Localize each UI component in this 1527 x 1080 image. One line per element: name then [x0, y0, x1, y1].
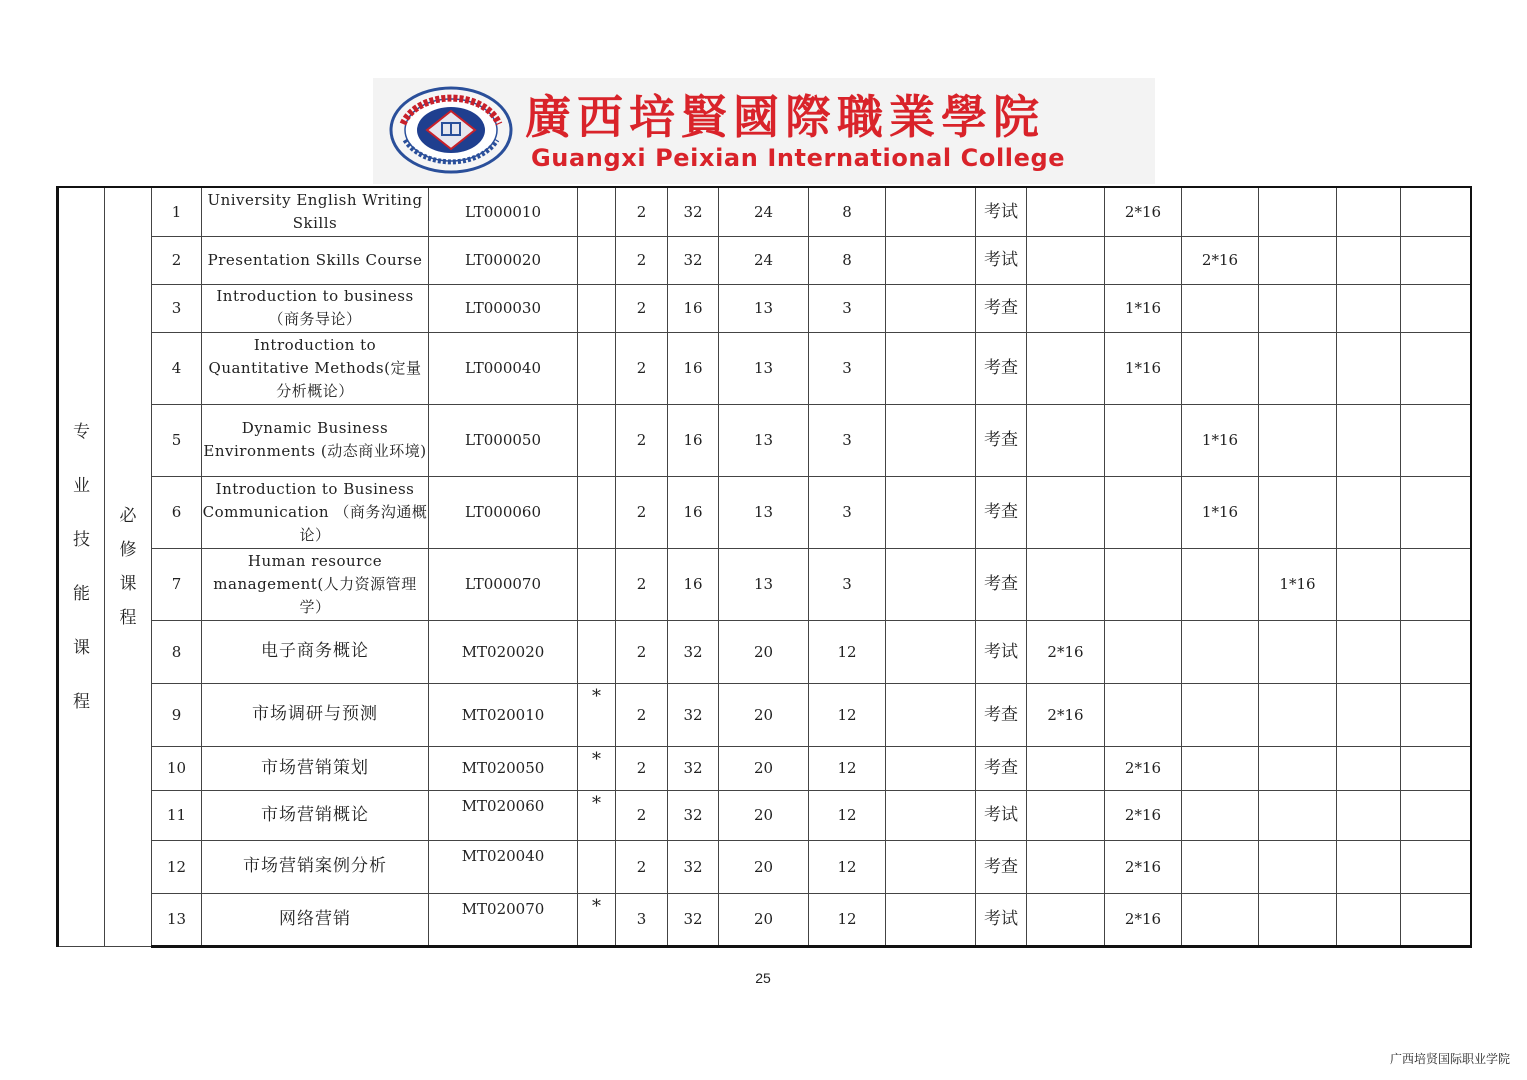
- assessment-type: 考查: [976, 840, 1027, 893]
- course-name: Introduction to business （商务导论）: [202, 284, 429, 332]
- theory-hours: 24: [719, 236, 809, 284]
- extra-hours: [886, 683, 976, 746]
- course-row: [58, 893, 1471, 946]
- practice-hours: 8: [809, 187, 886, 236]
- semester-3-hours: [1182, 893, 1259, 946]
- course-hours: 16: [668, 404, 719, 476]
- semester-2-hours: 1*16: [1105, 284, 1182, 332]
- semester-2-hours: 2*16: [1105, 790, 1182, 840]
- theory-hours: 13: [719, 548, 809, 620]
- semester-3-hours: [1182, 620, 1259, 683]
- course-hours: 32: [668, 840, 719, 893]
- theory-hours: 13: [719, 404, 809, 476]
- extra-hours: [886, 620, 976, 683]
- extra-hours: [886, 187, 976, 236]
- assessment-type: 考查: [976, 548, 1027, 620]
- course-credits: 2: [616, 620, 668, 683]
- semester-1-hours: [1027, 332, 1105, 404]
- course-name: Human resource management(人力资源管理学）: [202, 548, 429, 620]
- course-hours: 32: [668, 746, 719, 790]
- semester-6-hours: [1401, 187, 1471, 236]
- semester-1-hours: [1027, 187, 1105, 236]
- semester-4-hours: [1259, 620, 1337, 683]
- semester-5-hours: [1337, 746, 1401, 790]
- practice-hours: 12: [809, 746, 886, 790]
- extra-hours: [886, 404, 976, 476]
- core-course-mark: [578, 332, 616, 404]
- course-credits: 2: [616, 236, 668, 284]
- extra-hours: [886, 284, 976, 332]
- course-name: Introduction to Business Communication （商务沟通概论）: [202, 476, 429, 548]
- assessment-type: 考试: [976, 187, 1027, 236]
- semester-5-hours: [1337, 620, 1401, 683]
- extra-hours: [886, 893, 976, 946]
- course-row: [58, 236, 1471, 284]
- theory-hours: 20: [719, 840, 809, 893]
- semester-1-hours: [1027, 746, 1105, 790]
- course-credits: 2: [616, 332, 668, 404]
- college-banner: [373, 78, 1155, 184]
- course-no: 13: [152, 893, 202, 946]
- practice-hours: 12: [809, 790, 886, 840]
- semester-3-hours: [1182, 187, 1259, 236]
- core-course-mark: [578, 187, 616, 236]
- practice-hours: 3: [809, 404, 886, 476]
- semester-2-hours: 1*16: [1105, 332, 1182, 404]
- assessment-type: 考查: [976, 683, 1027, 746]
- course-name: 网络营销: [202, 893, 429, 946]
- semester-4-hours: [1259, 476, 1337, 548]
- semester-1-hours: [1027, 548, 1105, 620]
- semester-4-hours: [1259, 746, 1337, 790]
- assessment-type: 考查: [976, 284, 1027, 332]
- course-row: [58, 620, 1471, 683]
- semester-1-hours: [1027, 790, 1105, 840]
- core-course-mark: [578, 620, 616, 683]
- core-course-mark: *: [578, 746, 616, 790]
- assessment-type: 考查: [976, 404, 1027, 476]
- course-code: LT000040: [429, 332, 578, 404]
- course-credits: 2: [616, 840, 668, 893]
- semester-1-hours: [1027, 404, 1105, 476]
- core-course-mark: [578, 284, 616, 332]
- course-no: 1: [152, 187, 202, 236]
- course-name: Introduction to Quantitative Methods(定量分析概论）: [202, 332, 429, 404]
- course-name: University English Writing Skills: [202, 187, 429, 236]
- semester-5-hours: [1337, 187, 1401, 236]
- course-name: Dynamic Business Environments (动态商业环境): [202, 404, 429, 476]
- extra-hours: [886, 746, 976, 790]
- semester-1-hours: 2*16: [1027, 683, 1105, 746]
- course-no: 5: [152, 404, 202, 476]
- semester-5-hours: [1337, 683, 1401, 746]
- core-course-mark: *: [578, 683, 616, 746]
- core-course-mark: [578, 840, 616, 893]
- extra-hours: [886, 790, 976, 840]
- course-no: 4: [152, 332, 202, 404]
- course-hours: 32: [668, 620, 719, 683]
- course-row: [58, 840, 1471, 893]
- core-course-mark: [578, 476, 616, 548]
- semester-4-hours: [1259, 284, 1337, 332]
- practice-hours: 3: [809, 476, 886, 548]
- course-row: [58, 548, 1471, 620]
- semester-2-hours: [1105, 683, 1182, 746]
- theory-hours: 13: [719, 332, 809, 404]
- practice-hours: 12: [809, 620, 886, 683]
- course-name: 市场营销策划: [202, 746, 429, 790]
- subcategory-label: 必修课程: [105, 187, 152, 946]
- semester-6-hours: [1401, 284, 1471, 332]
- course-credits: 2: [616, 683, 668, 746]
- practice-hours: 12: [809, 683, 886, 746]
- practice-hours: 3: [809, 548, 886, 620]
- extra-hours: [886, 840, 976, 893]
- core-course-mark: *: [578, 893, 616, 946]
- course-row: [58, 284, 1471, 332]
- course-name: 市场营销概论: [202, 790, 429, 840]
- category-label: 专业技能课程: [58, 187, 105, 946]
- practice-hours: 8: [809, 236, 886, 284]
- semester-2-hours: [1105, 548, 1182, 620]
- semester-3-hours: 1*16: [1182, 404, 1259, 476]
- semester-2-hours: [1105, 404, 1182, 476]
- semester-3-hours: [1182, 332, 1259, 404]
- semester-6-hours: [1401, 332, 1471, 404]
- course-no: 12: [152, 840, 202, 893]
- extra-hours: [886, 476, 976, 548]
- semester-5-hours: [1337, 893, 1401, 946]
- course-credits: 2: [616, 476, 668, 548]
- semester-3-hours: [1182, 284, 1259, 332]
- course-code: LT000020: [429, 236, 578, 284]
- semester-2-hours: [1105, 236, 1182, 284]
- semester-5-hours: [1337, 404, 1401, 476]
- course-name: Presentation Skills Course: [202, 236, 429, 284]
- semester-6-hours: [1401, 893, 1471, 946]
- course-hours: 32: [668, 236, 719, 284]
- semester-3-hours: 2*16: [1182, 236, 1259, 284]
- semester-3-hours: [1182, 840, 1259, 893]
- assessment-type: 考查: [976, 476, 1027, 548]
- course-credits: 2: [616, 187, 668, 236]
- theory-hours: 20: [719, 620, 809, 683]
- course-name: 市场调研与预测: [202, 683, 429, 746]
- assessment-type: 考查: [976, 746, 1027, 790]
- semester-6-hours: [1401, 548, 1471, 620]
- semester-6-hours: [1401, 683, 1471, 746]
- course-row: [58, 332, 1471, 404]
- semester-2-hours: 2*16: [1105, 746, 1182, 790]
- course-credits: 2: [616, 746, 668, 790]
- course-code: MT020050: [429, 746, 578, 790]
- course-row: [58, 404, 1471, 476]
- semester-6-hours: [1401, 236, 1471, 284]
- semester-4-hours: [1259, 332, 1337, 404]
- course-hours: 16: [668, 284, 719, 332]
- course-row: [58, 683, 1471, 746]
- theory-hours: 20: [719, 790, 809, 840]
- assessment-type: 考试: [976, 620, 1027, 683]
- semester-6-hours: [1401, 476, 1471, 548]
- course-table: [56, 186, 1472, 948]
- course-row: [58, 187, 1471, 236]
- practice-hours: 3: [809, 284, 886, 332]
- college-name-cn: 廣西培賢國際職業學院: [525, 90, 1045, 144]
- assessment-type: 考试: [976, 893, 1027, 946]
- course-code: MT020010: [429, 683, 578, 746]
- semester-4-hours: [1259, 790, 1337, 840]
- college-seal-icon: [389, 86, 519, 174]
- course-no: 8: [152, 620, 202, 683]
- course-code: LT000050: [429, 404, 578, 476]
- semester-6-hours: [1401, 840, 1471, 893]
- theory-hours: 20: [719, 746, 809, 790]
- semester-1-hours: [1027, 236, 1105, 284]
- practice-hours: 12: [809, 840, 886, 893]
- semester-3-hours: [1182, 746, 1259, 790]
- course-no: 6: [152, 476, 202, 548]
- semester-5-hours: [1337, 236, 1401, 284]
- practice-hours: 3: [809, 332, 886, 404]
- course-hours: 32: [668, 683, 719, 746]
- semester-2-hours: 2*16: [1105, 840, 1182, 893]
- course-hours: 16: [668, 476, 719, 548]
- page-number: 25: [755, 970, 771, 986]
- theory-hours: 20: [719, 893, 809, 946]
- course-row: [58, 476, 1471, 548]
- core-course-mark: [578, 236, 616, 284]
- semester-3-hours: [1182, 548, 1259, 620]
- assessment-type: 考查: [976, 332, 1027, 404]
- semester-1-hours: [1027, 840, 1105, 893]
- footer-organization: 广西培贤国际职业学院: [1389, 1052, 1510, 1066]
- semester-5-hours: [1337, 476, 1401, 548]
- theory-hours: 13: [719, 476, 809, 548]
- course-no: 3: [152, 284, 202, 332]
- semester-5-hours: [1337, 284, 1401, 332]
- semester-6-hours: [1401, 620, 1471, 683]
- semester-2-hours: 2*16: [1105, 893, 1182, 946]
- core-course-mark: [578, 404, 616, 476]
- semester-4-hours: [1259, 683, 1337, 746]
- semester-4-hours: [1259, 840, 1337, 893]
- course-no: 11: [152, 790, 202, 840]
- semester-6-hours: [1401, 790, 1471, 840]
- theory-hours: 13: [719, 284, 809, 332]
- semester-6-hours: [1401, 746, 1471, 790]
- assessment-type: 考试: [976, 790, 1027, 840]
- course-no: 7: [152, 548, 202, 620]
- extra-hours: [886, 548, 976, 620]
- course-credits: 2: [616, 404, 668, 476]
- course-row: [58, 790, 1471, 840]
- core-course-mark: *: [578, 790, 616, 840]
- semester-3-hours: [1182, 683, 1259, 746]
- course-no: 9: [152, 683, 202, 746]
- semester-6-hours: [1401, 404, 1471, 476]
- semester-3-hours: 1*16: [1182, 476, 1259, 548]
- theory-hours: 20: [719, 683, 809, 746]
- semester-3-hours: [1182, 790, 1259, 840]
- extra-hours: [886, 332, 976, 404]
- course-code: MT020020: [429, 620, 578, 683]
- theory-hours: 24: [719, 187, 809, 236]
- course-code: MT020070: [429, 893, 578, 946]
- course-row: [58, 746, 1471, 790]
- course-code: LT000060: [429, 476, 578, 548]
- semester-1-hours: [1027, 893, 1105, 946]
- course-hours: 32: [668, 790, 719, 840]
- course-credits: 2: [616, 790, 668, 840]
- semester-2-hours: [1105, 476, 1182, 548]
- course-credits: 3: [616, 893, 668, 946]
- practice-hours: 12: [809, 893, 886, 946]
- college-name-en: Guangxi Peixian International College: [531, 144, 1066, 172]
- course-no: 2: [152, 236, 202, 284]
- semester-5-hours: [1337, 840, 1401, 893]
- semester-4-hours: [1259, 187, 1337, 236]
- course-name: 市场营销案例分析: [202, 840, 429, 893]
- assessment-type: 考试: [976, 236, 1027, 284]
- semester-5-hours: [1337, 332, 1401, 404]
- semester-4-hours: [1259, 236, 1337, 284]
- course-credits: 2: [616, 284, 668, 332]
- semester-5-hours: [1337, 548, 1401, 620]
- core-course-mark: [578, 548, 616, 620]
- course-hours: 16: [668, 548, 719, 620]
- course-no: 10: [152, 746, 202, 790]
- course-code: LT000010: [429, 187, 578, 236]
- semester-4-hours: [1259, 893, 1337, 946]
- semester-2-hours: 2*16: [1105, 187, 1182, 236]
- semester-5-hours: [1337, 790, 1401, 840]
- course-hours: 32: [668, 893, 719, 946]
- course-hours: 32: [668, 187, 719, 236]
- semester-4-hours: 1*16: [1259, 548, 1337, 620]
- semester-1-hours: 2*16: [1027, 620, 1105, 683]
- course-code: MT020060: [429, 790, 578, 840]
- semester-2-hours: [1105, 620, 1182, 683]
- semester-1-hours: [1027, 476, 1105, 548]
- course-code: LT000030: [429, 284, 578, 332]
- course-code: MT020040: [429, 840, 578, 893]
- extra-hours: [886, 236, 976, 284]
- semester-1-hours: [1027, 284, 1105, 332]
- course-credits: 2: [616, 548, 668, 620]
- course-name: 电子商务概论: [202, 620, 429, 683]
- semester-4-hours: [1259, 404, 1337, 476]
- course-code: LT000070: [429, 548, 578, 620]
- course-hours: 16: [668, 332, 719, 404]
